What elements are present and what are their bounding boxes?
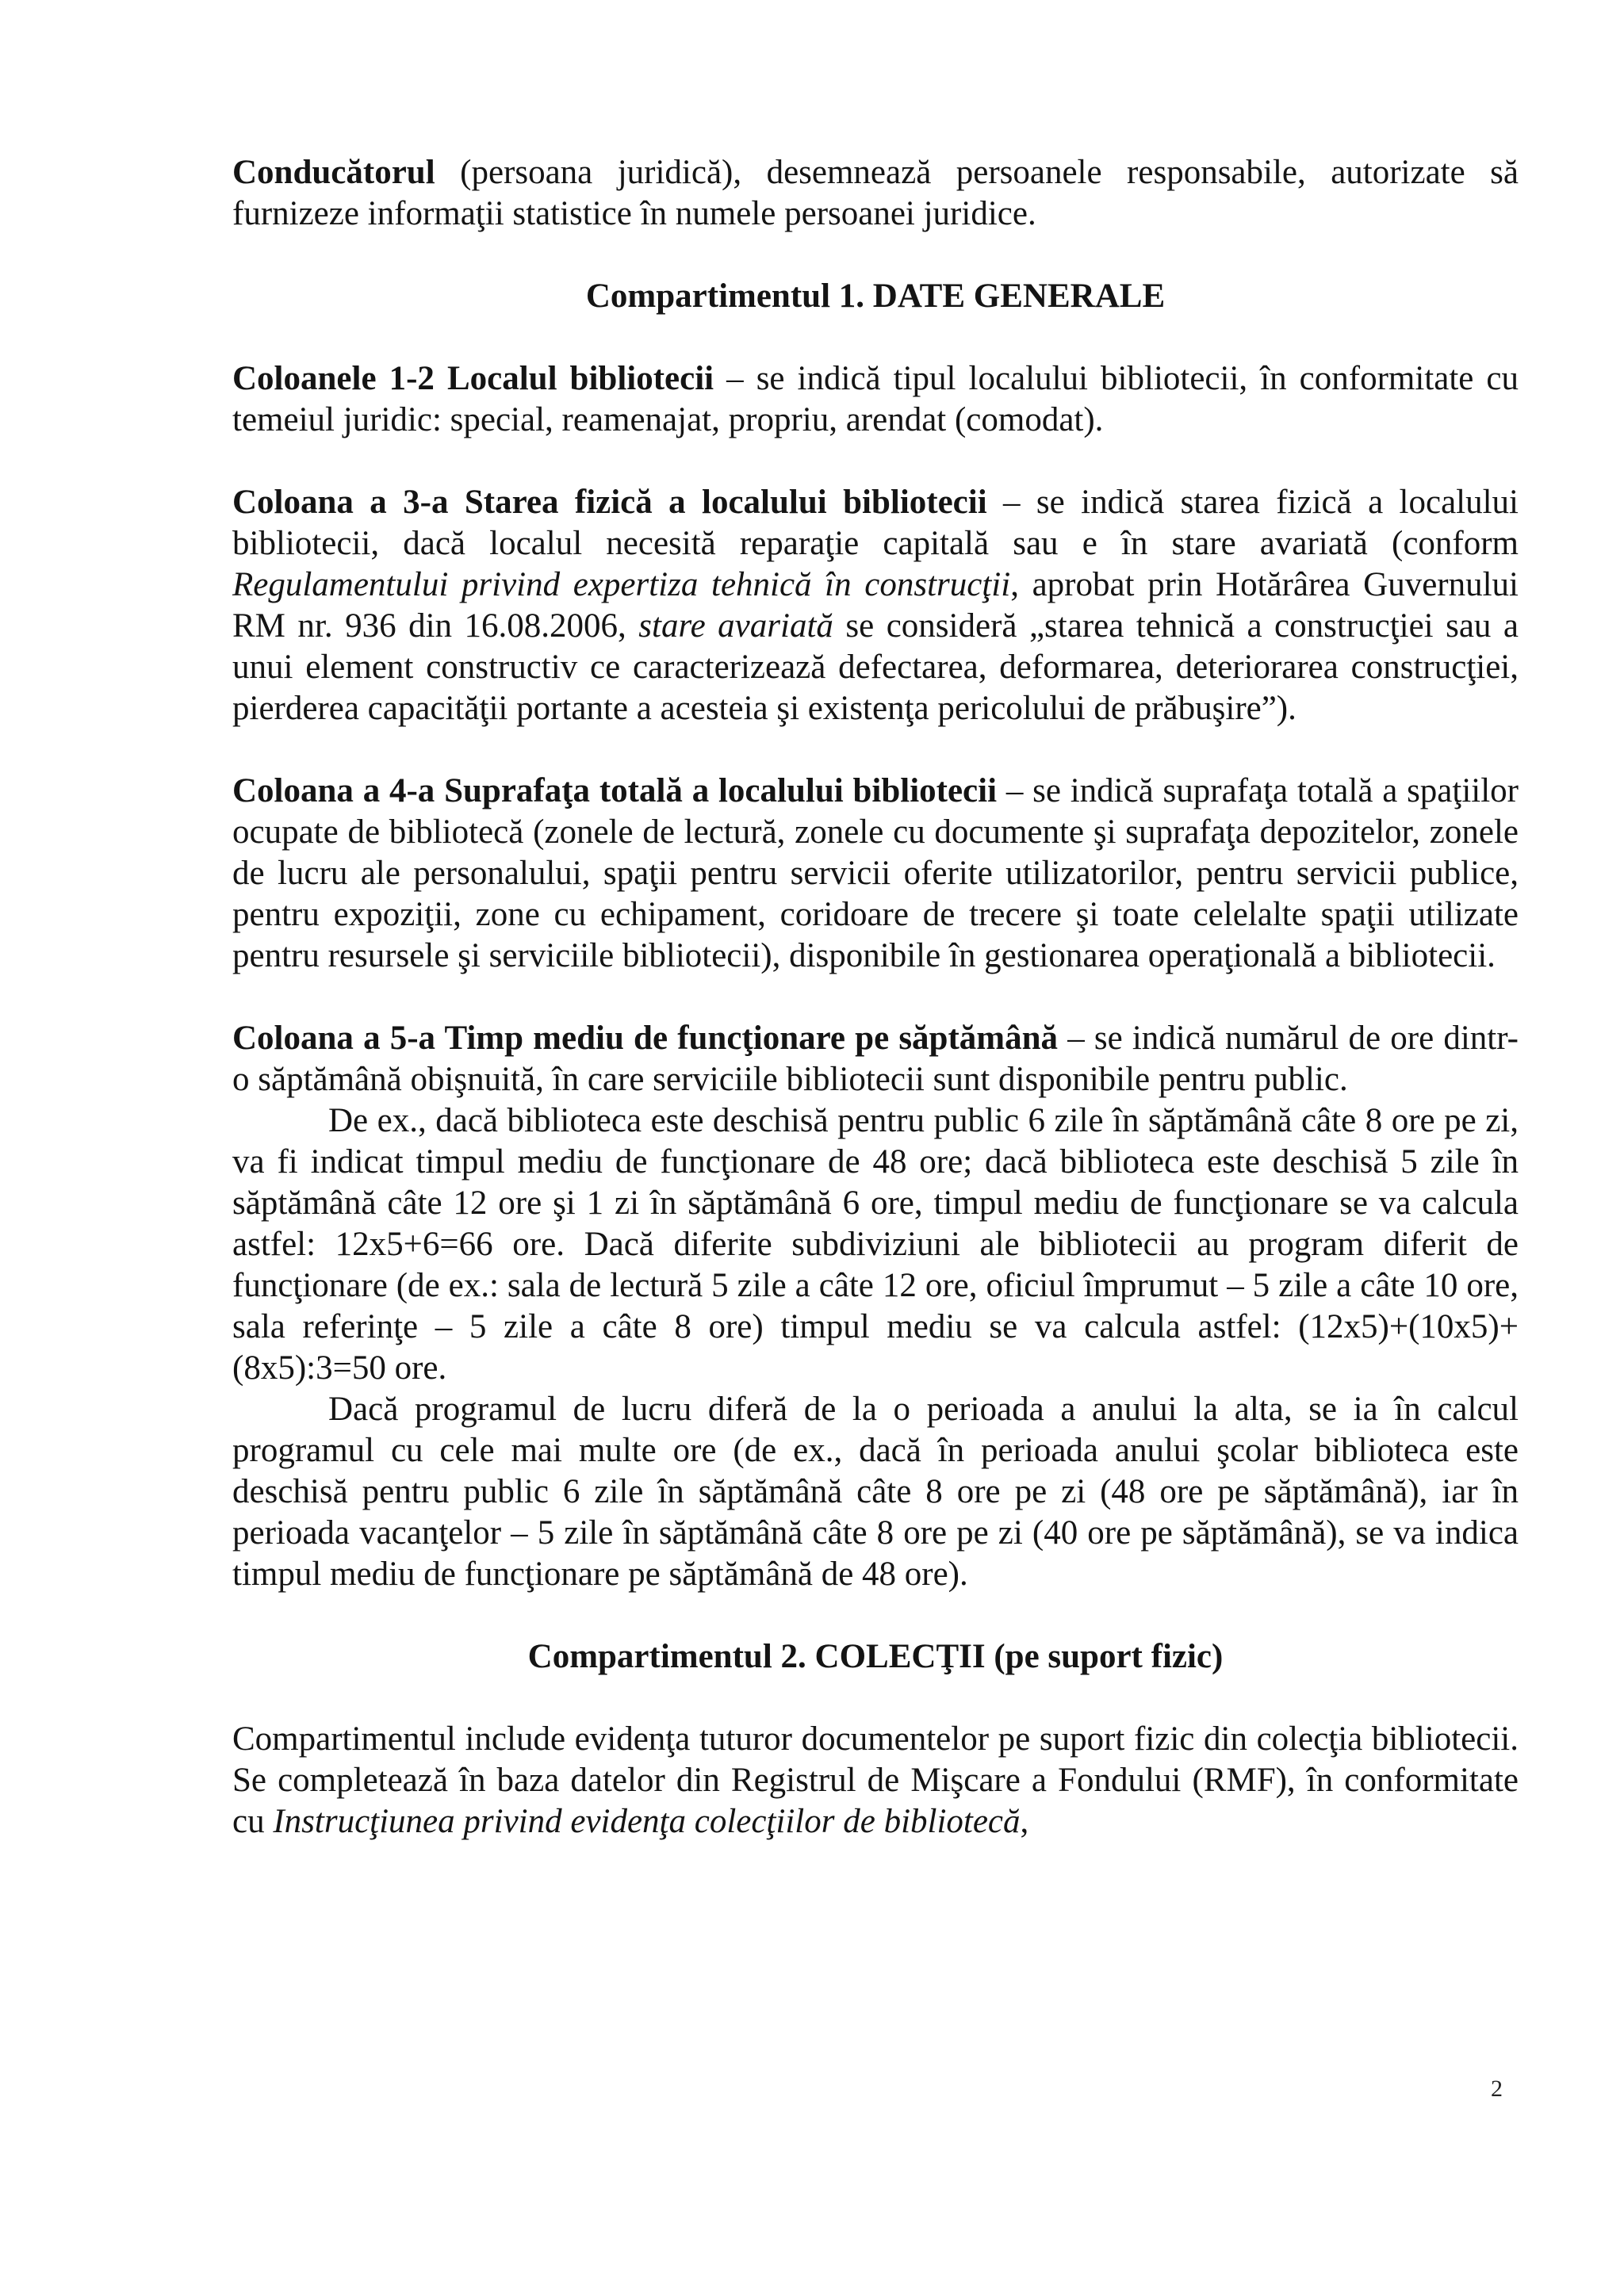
paragraph-compartiment-2: [232, 1719, 1519, 1843]
section-heading-1: Compartimentul 1. DATE GENERALE: [585, 277, 1166, 315]
term-stare-avariata: stare avariată: [638, 607, 833, 645]
term-column-5: Coloana a 5-a Timp mediu de funcţionare pe săptămână: [232, 1020, 1059, 1057]
paragraph-columns-1-2-text: – se indică tipul localului bibliotecii, în conformitate cu temeiul juridic: special, reamenajat, propriu, arendat (comodat).: [232, 360, 1519, 438]
spacer: [232, 235, 1519, 276]
instruction-title: Instrucţiunea privind evidenţa colecţiilor de bibliotecă: [273, 1803, 1021, 1840]
paragraph-column-3-text-3: se consideră „starea tehnică a construcţiei sau a unui element constructiv ce caracterizează defectarea, deformarea, deteriorarea construcţiei, pierderea capacităţii portante a acesteia şi existenţa pericolului de prăbuşire”).: [232, 607, 1519, 727]
spacer: [232, 729, 1519, 771]
paragraph-column-3-text-2: , aprobat prin Hotărârea Guvernului RM nr. 936 din 16.08.2006,: [232, 566, 1519, 645]
paragraph-column-4-text: – se indică suprafaţa totală a spaţiilor ocupate de bibliotecă (zonele de lectură, zonele cu documente şi suprafaţa depozitelor, zonele de lucru ale personalului, spaţii pentru servicii oferite utilizatorilor, pentru servicii publice, pentru expoziţii, zone cu echipament, coridoare de trecere şi toate celelalte spaţii utilizate pentru resursele şi serviciile bibliotecii), disponibile în gestionarea operaţională a bibliotecii.: [232, 772, 1519, 974]
page-body: [232, 152, 1519, 1843]
paragraph-conducatorul-text: (persoana juridică), desemnează persoanele responsabile, autorizate să furnizeze informaţii statistice în numele persoanei juridice.: [232, 154, 1519, 232]
paragraph-example-2: Dacă programul de lucru diferă de la o perioada a anului la alta, se ia în calcul programul cu cele mai multe ore (de ex., dacă în perioada anului şcolar biblioteca este deschisă pentru public 6 zile în săptămână câte 8 ore pe zi (48 ore pe săptămână), iar în perioada vacanţelor – 5 zile în săptămână câte 8 ore pe zi (40 ore pe săptămână), se va indica timpul mediu de funcţionare pe săptămână de 48 ore).: [232, 1391, 1519, 1593]
paragraph-column-3-text-1: – se indică starea fizică a localului bibliotecii, dacă localul necesită reparaţie capitală sau e în stare avariată (conform: [232, 484, 1519, 562]
paragraph-compartiment-2-end: ,: [1020, 1803, 1029, 1840]
paragraph-column-4: [232, 771, 1519, 977]
term-columns-1-2: Coloanele 1-2 Localul bibliotecii: [232, 360, 714, 397]
term-conducatorul: Conducătorul: [232, 154, 435, 191]
spacer: [232, 977, 1519, 1018]
term-column-4: Coloana a 4-a Suprafaţa totală a localului bibliotecii: [232, 772, 998, 809]
paragraph-column-5-text: – se indică numărul de ore dintr-o săptămână obişnuită, în care serviciile bibliotecii sunt disponibile pentru public.: [232, 1020, 1519, 1098]
paragraph-example-1: De ex., dacă biblioteca este deschisă pentru public 6 zile în săptămână câte 8 ore pe zi, va fi indicat timpul mediu de funcţionare de 48 ore; dacă biblioteca este deschisă 5 zile în săptămână câte 12 ore şi 1 zi în săptămână 6 ore, timpul mediu de funcţionare se va calcula astfel: 12x5+6=66 ore. Dacă diferite subdiviziuni ale bibliotecii au program diferit de funcţionare (de ex.: sala de lectură 5 zile a câte 12 ore, oficiul împrumut – 5 zile a câte 10 ore, sala referinţe – 5 zile a câte 8 ore) timpul mediu se va calcula astfel: (12x5)+(10x5)+(8x5):3=50 ore.: [232, 1102, 1519, 1387]
term-column-3: Coloana a 3-a Starea fizică a localului bibliotecii: [232, 484, 987, 521]
spacer: [232, 1595, 1519, 1636]
paragraph-column-5: [232, 1018, 1519, 1100]
section-heading-2: Compartimentul 2. COLECŢII (pe suport fizic): [527, 1638, 1224, 1675]
spacer: [232, 441, 1519, 482]
paragraph-compartiment-2-text: Compartimentul include evidenţa tuturor documentelor pe suport fizic din colecţia bibliotecii. Se completează în baza datelor din Registrul de Mişcare a Fondului (RMF), în conformitate cu: [232, 1720, 1519, 1840]
spacer: [232, 1678, 1519, 1719]
page-number: 2: [1491, 2076, 1503, 2102]
paragraph-conducatorul: [232, 152, 1519, 235]
paragraph-columns-1-2: [232, 358, 1519, 441]
regulation-title: Regulamentului privind expertiza tehnică în construcţii: [232, 566, 1011, 603]
spacer: [232, 317, 1519, 358]
paragraph-column-3: [232, 482, 1519, 729]
